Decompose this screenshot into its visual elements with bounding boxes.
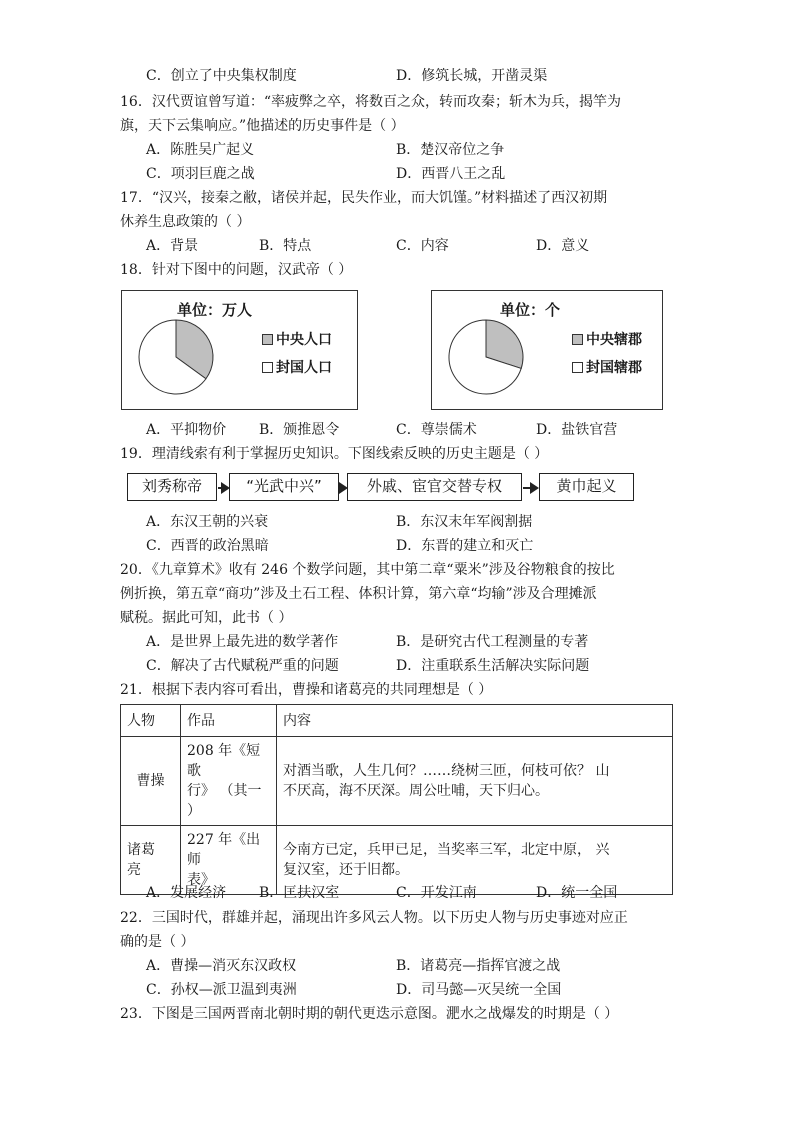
- cell-work-line: 208 年《短歌: [187, 743, 261, 779]
- cell-work-line: ）: [187, 803, 201, 819]
- q21-option-d: D．统一全国: [536, 885, 618, 901]
- cell-content-line: 对酒当歌，人生几何？……绕树三匝，何枝可依？ 山: [283, 763, 610, 779]
- cell-content-line: 复汉室，还于旧都。: [283, 862, 409, 878]
- commandery-chart-title: 单位：个: [500, 301, 561, 319]
- flow-arrow: [218, 487, 228, 489]
- cell-content: [277, 737, 673, 826]
- q18-stem: 18．针对下图中的问题，汉武帝（ ）: [120, 262, 353, 278]
- flow-step-3: 外戚、宦官交替专权: [347, 473, 522, 501]
- cell-person: 曹操: [121, 737, 181, 826]
- legend-label: 中央人口: [276, 332, 332, 348]
- q19-option-a: A．东汉王朝的兴衰: [146, 514, 269, 530]
- q22-option-b: B．诸葛亮—指挥官渡之战: [396, 958, 561, 974]
- q19-option-c: C．西晋的政治黑暗: [146, 538, 269, 554]
- cell-content-line: 不厌高，海不厌深。周公吐哺，天下归心。: [283, 783, 549, 799]
- q19-stem: 19．理清线索有利于掌握历史知识。下图线索反映的历史主题是（ ）: [120, 446, 549, 462]
- q21-option-c: C．开发江南: [396, 885, 477, 901]
- q16-option-a: A．陈胜吴广起义: [146, 142, 255, 158]
- legend-label: 中央辖郡: [586, 332, 642, 348]
- header-person: 人物: [121, 705, 181, 737]
- q17-stem-line2: 休养生息政策的（ ）: [120, 214, 251, 230]
- q17-stem-line1: 17．“汉兴，接秦之敝，诸侯并起，民失作业，而大饥馑。”材料描述了西汉初期: [120, 190, 608, 206]
- flow-step-2: “光武中兴”: [229, 473, 339, 501]
- q15-option-d: D．修筑长城，开凿灵渠: [396, 68, 548, 84]
- q22-option-d: D．司马懿—灭吴统一全国: [396, 982, 562, 998]
- cell-work: [181, 737, 277, 826]
- flow-arrow: [340, 487, 346, 489]
- q15-option-c: C．创立了中央集权制度: [146, 68, 297, 84]
- legend-swatch-gray: [572, 334, 583, 345]
- cell-work-line: 表》: [187, 872, 215, 888]
- q18-option-d: D．盐铁官营: [536, 422, 618, 438]
- population-pie-chart: [121, 290, 358, 410]
- flow-step-4: 黄巾起义: [539, 473, 634, 501]
- flow-arrow: [523, 487, 537, 489]
- legend-label: 封国辖郡: [586, 360, 642, 376]
- q21-option-b: B．匡扶汉室: [259, 885, 340, 901]
- q17-option-d: D．意义: [536, 238, 590, 254]
- legend-fief-commandery: [572, 357, 642, 377]
- q20-stem-line2: 例折换，第五章“商功”涉及土石工程、体积计算，第六章“均输”涉及合理摊派: [120, 586, 597, 602]
- header-work: 作品: [181, 705, 277, 737]
- commandery-pie-chart: [431, 290, 663, 410]
- q18-option-a: A．平抑物价: [146, 422, 227, 438]
- legend-swatch-white: [572, 362, 583, 373]
- q23-stem: 23．下图是三国两晋南北朝时期的朝代更迭示意图。淝水之战爆发的时期是（ ）: [120, 1006, 619, 1022]
- flow-step-1: 刘秀称帝: [127, 473, 217, 501]
- q16-option-b: B．楚汉帝位之争: [396, 142, 505, 158]
- q17-option-b: B．特点: [259, 238, 312, 254]
- q19-option-d: D．东晋的建立和灭亡: [396, 538, 534, 554]
- q22-stem-line1: 22．三国时代，群雄并起，涌现出许多风云人物。以下历史人物与历史事迹对应正: [120, 910, 628, 926]
- q18-option-c: C．尊崇儒术: [396, 422, 477, 438]
- table-header-row: [121, 705, 673, 737]
- q21-option-a: A．发展经济: [146, 885, 227, 901]
- q18-option-b: B．颁推恩令: [259, 422, 340, 438]
- population-pie: [136, 317, 216, 397]
- header-content: 内容: [277, 705, 673, 737]
- cell-content-line: 今南方已定，兵甲已足，当奖率三军，北定中原， 兴: [283, 842, 610, 858]
- legend-central-commandery: [572, 329, 642, 349]
- ideals-table: [120, 704, 673, 895]
- q16-option-d: D．西晋八王之乱: [396, 166, 506, 182]
- q22-option-c: C．孙权—派卫温到夷洲: [146, 982, 297, 998]
- legend-central-population: [262, 329, 332, 349]
- q16-stem-line1: 16．汉代贾谊曾写道：“率疲弊之卒，将数百之众，转而攻秦；斩木为兵，揭竿为: [120, 94, 621, 110]
- q20-option-d: D．注重联系生活解决实际问题: [396, 658, 590, 674]
- legend-swatch-gray: [262, 334, 273, 345]
- q16-stem-line2: 旗，天下云集响应。”他描述的历史事件是（ ）: [120, 118, 405, 134]
- legend-label: 封国人口: [276, 360, 332, 376]
- cell-work-line: 227 年《出师: [187, 832, 261, 868]
- q20-option-b: B．是研究古代工程测量的专著: [396, 634, 589, 650]
- q20-option-a: A．是世界上最先进的数学著作: [146, 634, 339, 650]
- q20-option-c: C．解决了古代赋税严重的问题: [146, 658, 339, 674]
- commandery-pie: [446, 317, 526, 397]
- legend-fief-population: [262, 357, 332, 377]
- q20-stem-line3: 赋税。据此可知，此书（ ）: [120, 610, 293, 626]
- q19-option-b: B．东汉末年军阀割据: [396, 514, 533, 530]
- q22-stem-line2: 确的是（ ）: [120, 934, 195, 950]
- cell-work-line: 行》 （其一: [187, 783, 262, 799]
- q21-stem: 21．根据下表内容可看出，曹操和诸葛亮的共同理想是（ ）: [120, 682, 493, 698]
- legend-swatch-white: [262, 362, 273, 373]
- population-chart-title: 单位：万人: [177, 301, 253, 319]
- q17-option-a: A．背景: [146, 238, 199, 254]
- table-row: [121, 737, 673, 826]
- q16-option-c: C．项羽巨鹿之战: [146, 166, 255, 182]
- cell-person-line: 诸葛: [127, 842, 155, 858]
- q17-option-c: C．内容: [396, 238, 449, 254]
- q20-stem-line1: 20．《九章算术》收有 246 个数学问题，其中第二章“粟米”涉及谷物粮食的按比: [120, 562, 615, 578]
- q22-option-a: A．曹操—消灭东汉政权: [146, 958, 297, 974]
- cell-person-line: 亮: [127, 862, 141, 878]
